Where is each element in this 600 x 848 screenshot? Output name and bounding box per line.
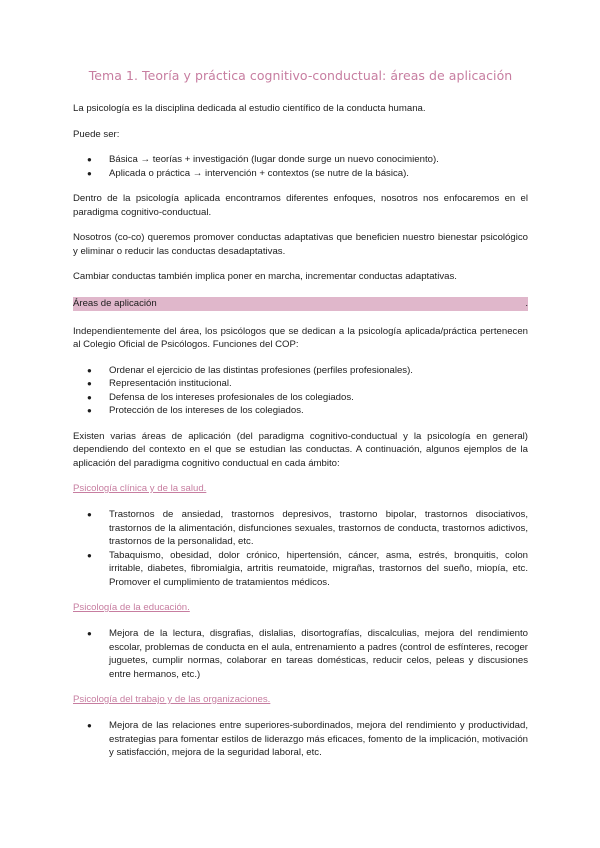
list-trabajo [73, 719, 528, 760]
list-cop-functions [73, 364, 528, 418]
paragraph-areas: Existen varias áreas de aplicación (del paradigma cognitivo-conductual y la psicología en general) dependiendo del contexto en el que se estudian las conductas. A continuación, algunos ejemplos de la aplicación del paradigma cognitivo conductual en cada ámbito: [73, 430, 528, 469]
bullet-icon: ● [87, 550, 92, 560]
subheading-trabajo: Psicología del trabajo y de las organizaciones. [73, 694, 271, 705]
list-educacion [73, 627, 528, 681]
bullet-icon: ● [87, 721, 92, 730]
paragraph-definition: La psicología es la disciplina dedicada al estudio científico de la conducta humana. [73, 103, 426, 114]
bullet-icon: ● [87, 365, 92, 375]
bullet-icon: ● [87, 406, 92, 415]
section-heading-end: . [525, 297, 528, 309]
bullet-icon: ● [87, 379, 92, 388]
list-clinica [73, 508, 528, 589]
list-item: ● Aplicada o práctica → intervención + contextos (se nutre de la básica). [87, 167, 409, 179]
list-item: ● Ordenar el ejercicio de las distintas profesiones (perfiles profesionales). [87, 364, 413, 376]
list-item: ● Trastornos de ansiedad, trastornos depresivos, trastorno bipolar, trastornos disociativos, trastornos de la alimentación, disfunciones sexuales, trastornos de conducta, trastornos adictivos, trastornos de la personalidad, etc. [87, 509, 528, 547]
list-item: ● Representación institucional. [87, 378, 232, 389]
section-heading [73, 297, 528, 311]
bullet-icon: ● [87, 629, 92, 638]
list-item: ● Protección de los intereses de los colegiados. [87, 405, 304, 416]
paragraph-cop: Independientemente del área, los psicólogos que se dedican a la psicología aplicada/práctica pertenecen al Colegio Oficial de Psicólogos. Funciones del COP: [73, 325, 528, 350]
paragraph-cambiar: Cambiar conductas también implica poner en marcha, incrementar conductas adaptativas. [73, 271, 457, 282]
list-item: ● Básica → teorías + investigación (lugar donde surge un nuevo conocimiento). [87, 154, 439, 165]
list-item: ● Tabaquismo, obesidad, dolor crónico, hipertensión, cáncer, asma, estrés, bronquitis, colon irritable, diabetes, fibromialgia, artritis reumatoide, migrañas, trastornos del sueño, miopía, etc. Promover el cumplimiento de tratamientos médicos. [87, 549, 528, 588]
bullet-icon: ● [87, 510, 92, 519]
bullet-icon: ● [87, 168, 92, 178]
document-content [73, 68, 528, 772]
bullet-icon: ● [87, 155, 92, 164]
subheading-educacion: Psicología de la educación. [73, 602, 190, 613]
list-types [73, 153, 528, 180]
bullet-icon: ● [87, 392, 92, 402]
list-item: ● Mejora de las relaciones entre superiores-subordinados, mejora del rendimiento y productividad, estrategias para fomentar estilos de liderazgo más eficaces, fomento de la implicación, motivación y satisfacción, mejora de la seguridad laboral, etc. [87, 720, 528, 758]
paragraph-enfoques: Dentro de la psicología aplicada encontramos diferentes enfoques, nosotros nos enfocaremos en el paradigma cognitivo-conductual. [73, 193, 528, 218]
paragraph-co-co: Nosotros (co-co) queremos promover conductas adaptativas que beneficien nuestro bienestar psicológico y eliminar o reducir las conductas desadaptativas. [73, 232, 528, 257]
list-item: ● Defensa de los intereses profesionales de los colegiados. [87, 391, 354, 403]
paragraph-puede-ser: Puede ser: [73, 128, 120, 140]
page-title: Tema 1. Teoría y práctica cognitivo-conductual: áreas de aplicación [88, 68, 513, 83]
section-heading-text: Áreas de aplicación [73, 297, 157, 309]
list-item: ● Mejora de la lectura, disgrafias, dislalias, disortografías, discalculias, mejora del rendimiento escolar, problemas de conducta en el aula, entrenamiento a padres (control de esfínteres, recoger juguetes, cumplir normas, colaborar en tareas domésticas, reducir celos, peleas y discusiones entre hermanos, etc.) [87, 628, 528, 680]
subheading-clinica: Psicología clínica y de la salud. [73, 483, 207, 494]
